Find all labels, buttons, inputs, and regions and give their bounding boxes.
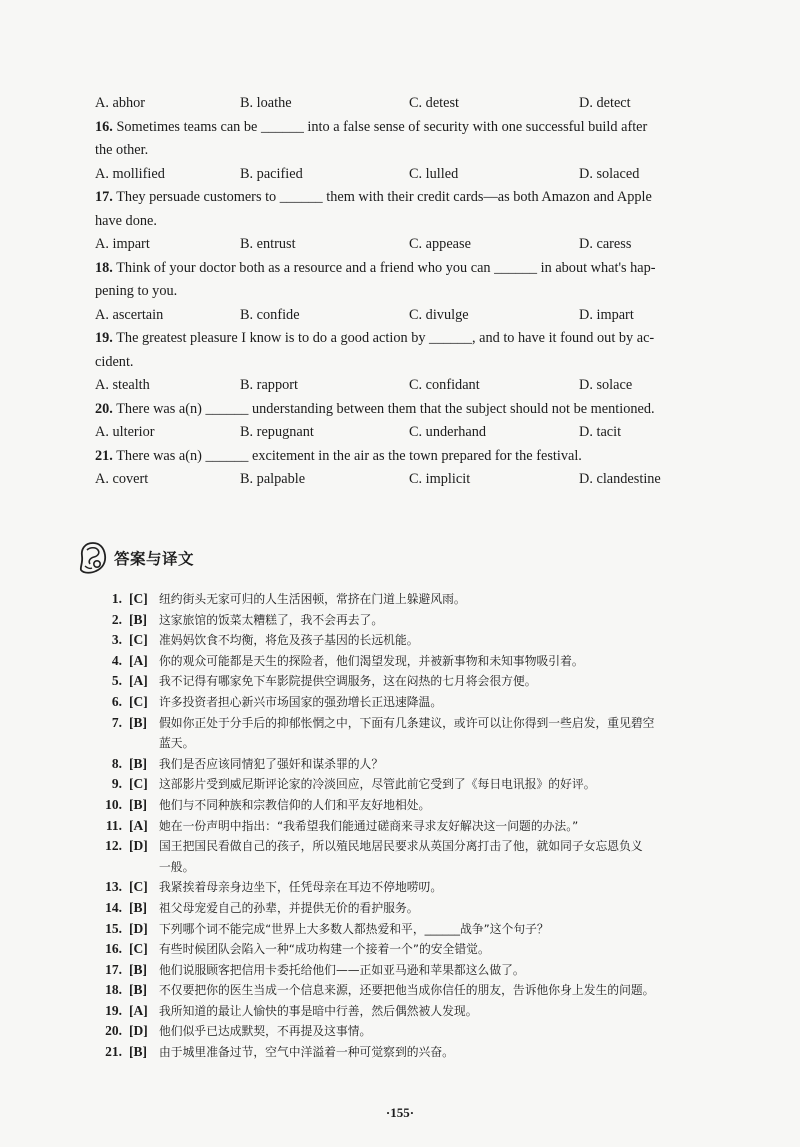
- answer-key: [A]: [129, 1002, 148, 1018]
- answer-number: 16.: [105, 941, 122, 957]
- question-stem-line: [95, 327, 760, 351]
- question-stem-text: Sometimes teams can be ______ into a false sense of security with one successful build after: [116, 118, 648, 135]
- page-number: ·155·: [385, 1105, 415, 1120]
- translation-line: 我不记得有哪家免下车影院提供空调服务，这在闷热的七月将会很方便。: [159, 674, 537, 689]
- translation-line: 有些时候团队会陷入一种“成功构建一个接着一个”的安全错觉。: [159, 942, 490, 957]
- answer-item: [88, 630, 760, 651]
- answer-translation: [159, 1021, 760, 1042]
- question-stem-line: [95, 351, 760, 375]
- option-c: C. implicit: [409, 471, 471, 487]
- answer-item: [88, 774, 760, 795]
- translation-line: 你的观众可能都是天生的探险者，他们渴望发现，并被新事物和未知事物吸引着。: [159, 653, 584, 668]
- answer-section-title: 答案与译文: [114, 550, 195, 568]
- answer-translation: [159, 939, 760, 960]
- answer-number: 3.: [111, 632, 122, 648]
- question-stem-text: have done.: [95, 212, 157, 229]
- answer-translation: [159, 774, 760, 795]
- translation-line: 一般。: [159, 859, 195, 874]
- answer-key: [D]: [129, 838, 148, 854]
- answer-item: [88, 671, 760, 692]
- translation-line: 他们与不同种族和宗教信仰的人们和平友好地相处。: [159, 797, 431, 812]
- answer-item: [88, 836, 760, 877]
- translation-line: 不仅要把你的医生当成一个信息来源，还要把他当成你信任的朋友，告诉他你身上发生的问题。: [159, 983, 655, 998]
- answer-key: [C]: [129, 693, 148, 709]
- answer-number: 4.: [111, 652, 122, 668]
- question-item: [95, 327, 760, 398]
- option-a: A. ulterior: [95, 424, 155, 440]
- question-stem-line: [95, 445, 760, 469]
- translation-line: 她在一份声明中指出：“我希望我们能通过磋商来寻求友好解决这一问题的办法。”: [159, 818, 579, 833]
- option-b: B. entrust: [240, 236, 296, 252]
- option-a: A. abhor: [95, 95, 146, 111]
- option-a: A. mollified: [95, 165, 165, 182]
- option-c: C. underhand: [409, 424, 487, 440]
- answer-key: [C]: [129, 941, 148, 957]
- question-options: [95, 304, 760, 328]
- answer-item: [88, 692, 760, 713]
- question-options: [95, 92, 760, 116]
- answer-item: [88, 960, 760, 981]
- translation-line: 蓝天。: [159, 736, 195, 751]
- answer-number: 2.: [111, 611, 122, 627]
- answer-key: [B]: [129, 982, 147, 998]
- answer-item: [88, 816, 760, 837]
- answer-translation: [159, 816, 760, 837]
- question-stem-line: [95, 280, 760, 304]
- answer-translation: [159, 898, 760, 919]
- answer-number: 18.: [105, 982, 122, 998]
- answer-number: 13.: [105, 879, 122, 895]
- question-item: [95, 92, 760, 116]
- answer-translation: [159, 980, 760, 1001]
- option-a: A. covert: [95, 471, 149, 487]
- answers-icon: [78, 541, 108, 575]
- answer-item: [88, 1001, 760, 1022]
- option-c: C. divulge: [409, 306, 469, 323]
- answer-translation: [159, 960, 760, 981]
- question-stem-text: They persuade customers to ______ them with their credit cards—as both Amazon and Apple: [116, 189, 652, 205]
- translation-line: 许多投资者担心新兴市场国家的强劲增长正迅速降温。: [159, 694, 443, 709]
- option-c: C. detest: [409, 95, 460, 111]
- answer-item: [88, 939, 760, 960]
- question-number: 19.: [95, 330, 113, 346]
- answer-key: [A]: [129, 673, 148, 689]
- answer-key: [A]: [129, 817, 148, 833]
- answer-key: [B]: [129, 611, 147, 627]
- answer-translation: [159, 630, 760, 651]
- translation-line: 我紧挨着母亲身边坐下，任凭母亲在耳边不停地唠叨。: [159, 880, 443, 895]
- translation-line: 准妈妈饮食不均衡，将危及孩子基因的长远机能。: [159, 633, 419, 648]
- answer-list: [88, 589, 760, 1063]
- option-b: B. palpable: [240, 471, 306, 487]
- answer-item: [88, 980, 760, 1001]
- answer-item: [88, 589, 760, 610]
- option-c: C. confidant: [409, 377, 480, 393]
- translation-line: 国王把国民看做自己的孩子，所以殖民地居民要求从英国分离打击了他，就如同子女忘恩负义: [159, 839, 643, 854]
- question-stem-text: The greatest pleasure I know is to do a good action by ______, and to have it found out by ac-: [116, 330, 655, 346]
- answer-translation: [159, 713, 760, 754]
- answer-item: [88, 898, 760, 919]
- answer-number: 1.: [111, 591, 122, 606]
- translation-line: 我们是否应该同情犯了强奸和谋杀罪的人？: [159, 756, 384, 771]
- translation-line: 由于城里准备过节，空气中洋溢着一种可觉察到的兴奋。: [159, 1045, 454, 1060]
- answer-item: [88, 1021, 760, 1042]
- answer-translation: [159, 877, 760, 898]
- option-d: D. solace: [579, 377, 633, 393]
- answer-key: [B]: [129, 899, 147, 915]
- answer-number: 15.: [105, 920, 122, 936]
- option-b: B. rapport: [240, 377, 298, 393]
- answer-key: [B]: [129, 755, 147, 771]
- translation-line: 我所知道的最让人愉快的事是暗中行善，然后偶然被人发现。: [159, 1003, 478, 1018]
- question-item: [95, 257, 760, 328]
- answer-translation: [159, 836, 760, 877]
- answer-number: 6.: [111, 693, 122, 709]
- answer-number: 9.: [111, 776, 122, 792]
- question-item: [95, 398, 760, 445]
- translation-line: 祖父母宠爱自己的孙辈，并提供无价的看护服务。: [159, 900, 419, 915]
- question-stem-text: pening to you.: [95, 283, 178, 299]
- question-options: [95, 233, 760, 257]
- question-options: [95, 374, 760, 398]
- answer-number: 12.: [105, 838, 122, 854]
- question-stem-line: [95, 139, 760, 163]
- question-options: [95, 421, 760, 445]
- answer-key: [B]: [129, 796, 147, 812]
- answer-item: [88, 877, 760, 898]
- question-list: [95, 92, 760, 492]
- answer-translation: [159, 671, 760, 692]
- question-number: 18.: [95, 259, 113, 276]
- question-stem-line: [95, 116, 760, 140]
- answer-key: [B]: [129, 714, 147, 730]
- answer-item: [88, 610, 760, 631]
- translation-line: 他们似乎已达成默契，不再提及这事情。: [159, 1024, 372, 1039]
- answer-item: [88, 919, 760, 940]
- question-item: [95, 186, 760, 257]
- answer-number: 7.: [111, 714, 122, 730]
- option-b: B. confide: [240, 306, 300, 323]
- answer-key: [C]: [129, 632, 148, 648]
- answer-number: 19.: [105, 1002, 122, 1018]
- answer-translation: [159, 1001, 760, 1022]
- question-number: 17.: [95, 189, 113, 205]
- option-d: D. detect: [579, 95, 631, 111]
- question-number: 20.: [95, 400, 113, 417]
- answer-key: [B]: [129, 1044, 147, 1060]
- answer-item: [88, 754, 760, 775]
- answer-number: 5.: [111, 673, 122, 689]
- answer-number: 8.: [111, 755, 122, 771]
- question-stem-line: [95, 398, 760, 422]
- question-stem-text: There was a(n) ______ excitement in the air as the town prepared for the festival.: [116, 447, 582, 464]
- answer-translation: [159, 754, 760, 775]
- question-number: 21.: [95, 447, 113, 464]
- option-b: B. repugnant: [240, 424, 314, 440]
- option-d: D. caress: [579, 236, 632, 252]
- translation-line: 他们说服顾客把信用卡委托给他们——正如亚马逊和苹果都这么做了。: [159, 962, 525, 977]
- answer-number: 20.: [105, 1023, 122, 1039]
- translation-line: 这部影片受到威尼斯评论家的冷淡回应，尽管此前它受到了《每日电讯报》的好评。: [159, 777, 596, 792]
- answer-translation: [159, 651, 760, 672]
- answer-key: [C]: [129, 591, 148, 606]
- answer-translation: [159, 919, 760, 940]
- option-d: D. solaced: [579, 165, 640, 182]
- answer-number: 14.: [105, 899, 122, 915]
- answer-translation: [159, 610, 760, 631]
- question-stem-text: Think of your doctor both as a resource and a friend who you can ______ in about what's hap-: [116, 259, 656, 276]
- translation-line: 纽约街头无家可归的人生活困顿，常挤在门道上躲避风雨。: [159, 592, 466, 606]
- option-a: A. impart: [95, 236, 150, 252]
- question-stem-text: the other.: [95, 142, 149, 158]
- answer-translation: [159, 1042, 760, 1063]
- question-stem-line: [95, 186, 760, 210]
- translation-line: 假如你正处于分手后的抑郁怅惘之中，下面有几条建议，或许可以让你得到一些启发，重见碧空: [159, 715, 655, 730]
- option-b: B. loathe: [240, 95, 292, 111]
- answer-key: [D]: [129, 920, 148, 936]
- answer-translation: [159, 692, 760, 713]
- option-d: D. impart: [579, 306, 634, 323]
- question-item: [95, 445, 760, 492]
- answer-key: [C]: [129, 879, 148, 895]
- question-stem-text: There was a(n) ______ understanding between them that the subject should not be mentioned.: [116, 400, 655, 417]
- option-b: B. pacified: [240, 165, 303, 182]
- option-d: D. tacit: [579, 424, 622, 440]
- question-stem-line: [95, 210, 760, 234]
- answer-number: 10.: [105, 796, 122, 812]
- question-item: [95, 116, 760, 187]
- option-c: C. lulled: [409, 165, 459, 182]
- translation-line: 这家旅馆的饭菜太糟糕了，我不会再去了。: [159, 612, 384, 627]
- option-a: A. stealth: [95, 377, 150, 393]
- question-options: [95, 163, 760, 187]
- answer-translation: [159, 795, 760, 816]
- question-number: 16.: [95, 118, 113, 135]
- answer-number: 11.: [105, 817, 122, 833]
- question-stem-text: cident.: [95, 353, 134, 370]
- question-stem-line: [95, 257, 760, 281]
- translation-line: 下列哪个词不能完成“世界上大多数人都热爱和平，______战争”这个句子？: [159, 921, 549, 936]
- answer-translation: [159, 589, 760, 610]
- question-options: [95, 468, 760, 492]
- answer-item: [88, 1042, 760, 1063]
- answer-item: [88, 713, 760, 754]
- option-a: A. ascertain: [95, 306, 164, 323]
- answer-item: [88, 795, 760, 816]
- answer-item: [88, 651, 760, 672]
- answer-key: [D]: [129, 1023, 148, 1039]
- answer-key: [A]: [129, 652, 148, 668]
- option-d: D. clandestine: [579, 471, 661, 487]
- answer-heading: [78, 540, 194, 576]
- answer-key: [B]: [129, 961, 147, 977]
- answer-key: [C]: [129, 776, 148, 792]
- answer-number: 17.: [105, 961, 122, 977]
- answer-number: 21.: [105, 1044, 122, 1060]
- option-c: C. appease: [409, 236, 471, 252]
